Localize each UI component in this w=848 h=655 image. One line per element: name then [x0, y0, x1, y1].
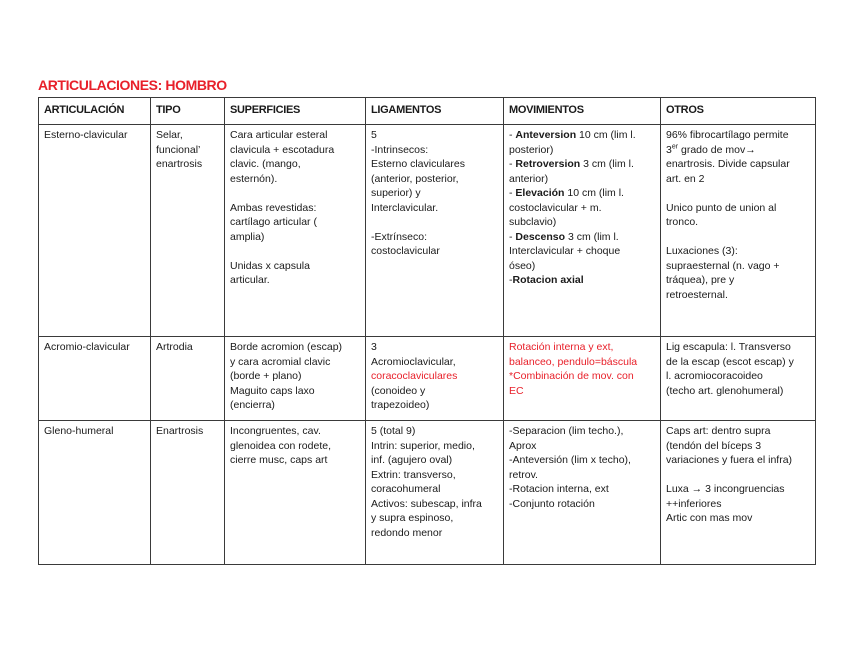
- cell-text: -Anteversión (lim x techo),: [509, 454, 631, 466]
- cell-text: enartrosis. Divide capsular: [666, 158, 790, 170]
- cell-text: cierre musc, caps art: [230, 454, 328, 466]
- cell-text: supraesternal (n. vago +: [666, 259, 780, 272]
- cell-tipo: [151, 337, 225, 421]
- cell-text: Caps art: dentro supra: [666, 425, 771, 437]
- cell-articulacion: [39, 421, 151, 565]
- movement-line: costoclavicular + m.: [509, 201, 602, 214]
- cell-text: -Extrínseco:: [371, 230, 428, 243]
- movement-line: -Rotacion axial: [509, 274, 584, 286]
- cell-text: Ambas revestidas:: [230, 201, 317, 214]
- cell-text: y supra espinoso,: [371, 512, 454, 524]
- cell-text: cartílago articular (: [230, 216, 317, 228]
- cell-text-highlight: Rotación interna y ext,: [509, 341, 614, 353]
- header-articulacion: ARTICULACIÓN: [39, 98, 151, 125]
- cell-text: art. en 2: [666, 172, 705, 185]
- cell-text: inf. (agujero oval): [371, 454, 453, 466]
- cell-text: Artrodia: [156, 341, 193, 353]
- cell-text: enartrosis: [156, 158, 203, 170]
- cell-text: Extrin: transverso,: [371, 468, 456, 481]
- cell-text: (anterior, posterior,: [371, 172, 459, 185]
- cell-text: retroesternal.: [666, 288, 728, 301]
- movement-line: subclavio): [509, 216, 557, 228]
- cell-text: amplia): [230, 230, 265, 243]
- table-row: [39, 337, 816, 421]
- cell-articulacion: [39, 125, 151, 337]
- cell-text: (encierra): [230, 399, 275, 411]
- cell-text: superior) y: [371, 187, 421, 199]
- cell-ligamentos: [366, 125, 504, 337]
- cell-text: Artic con mas mov: [666, 512, 753, 524]
- cell-tipo: [151, 421, 225, 565]
- cell-superficies: [225, 125, 366, 337]
- cell-text: Acromioclavicular,: [371, 355, 456, 368]
- cell-text: Maguito caps laxo: [230, 384, 315, 397]
- cell-text: glenoidea con rodete,: [230, 439, 331, 452]
- cell-text: Esterno-clavicular: [44, 129, 128, 141]
- cell-text: retrov.: [509, 468, 538, 481]
- cell-otros: [661, 421, 816, 565]
- cell-text: de la escap (escot escap) y: [666, 355, 794, 368]
- movement-line: - Elevación 10 cm (lim l.: [509, 187, 624, 199]
- cell-text: Activos: subescap, infra: [371, 497, 482, 510]
- cell-text: tronco.: [666, 216, 699, 228]
- cell-text: variaciones y fuera el infra): [666, 454, 793, 466]
- cell-text: Lig escapula: l. Transverso: [666, 341, 791, 353]
- cell-text: -Rotacion interna, ext: [509, 483, 609, 495]
- cell-text: Unico punto de union al: [666, 201, 777, 214]
- cell-text: (conoideo y: [371, 384, 426, 397]
- header-movimientos: MOVIMIENTOS: [504, 98, 661, 125]
- cell-text: Unidas x capsula: [230, 259, 310, 272]
- cell-text: Luxaciones (3):: [666, 245, 738, 257]
- movement-line: posterior): [509, 143, 554, 156]
- cell-text: Luxa → 3 incongruencias: [666, 483, 785, 495]
- cell-text: -Intrinsecos:: [371, 143, 429, 156]
- movement-line: anterior): [509, 172, 549, 185]
- cell-text: articular.: [230, 274, 270, 286]
- cell-text-highlight: EC: [509, 384, 524, 397]
- cell-text: Gleno-humeral: [44, 425, 114, 437]
- cell-text: trapezoideo): [371, 399, 430, 411]
- cell-text: coracohumeral: [371, 483, 441, 495]
- cell-text: Borde acromion (escap): [230, 341, 343, 353]
- cell-text: 3er grado de mov→: [666, 143, 756, 156]
- header-tipo: TIPO: [151, 98, 225, 125]
- movement-line: - Anteversion 10 cm (lim l.: [509, 129, 636, 141]
- movement-line: Interclavicular + choque: [509, 245, 621, 257]
- cell-text: Enartrosis: [156, 425, 204, 437]
- table-row: [39, 421, 816, 565]
- cell-text: 5 (total 9): [371, 425, 416, 437]
- cell-text: (borde + plano): [230, 370, 302, 382]
- cell-text-highlight: coracoclaviculares: [371, 370, 458, 382]
- movement-line: - Retroversion 3 cm (lim l.: [509, 158, 634, 170]
- cell-text: tráquea), pre y: [666, 274, 735, 286]
- cell-text: ++inferiores: [666, 497, 722, 510]
- table-row: [39, 125, 816, 337]
- cell-text: -Separacion (lim techo.),: [509, 425, 624, 437]
- cell-text: y cara acromial clavic: [230, 355, 331, 368]
- cell-movimientos: [504, 125, 661, 337]
- cell-text: Selar,: [156, 129, 183, 141]
- cell-text: 3: [371, 341, 377, 353]
- articulations-table: [38, 97, 816, 565]
- cell-text: Aprox: [509, 439, 537, 452]
- header-ligamentos: LIGAMENTOS: [366, 98, 504, 125]
- cell-text: funcional’: [156, 143, 201, 156]
- cell-text-highlight: *Combinación de mov. con: [509, 370, 634, 382]
- cell-movimientos: [504, 421, 661, 565]
- cell-superficies: [225, 337, 366, 421]
- page-title: ARTICULACIONES: HOMBRO: [38, 77, 227, 93]
- cell-tipo: [151, 125, 225, 337]
- cell-text: Intrin: superior, medio,: [371, 439, 475, 452]
- cell-text: -Conjunto rotación: [509, 497, 595, 510]
- cell-ligamentos: [366, 421, 504, 565]
- cell-text: Incongruentes, cav.: [230, 425, 321, 437]
- cell-text: Interclavicular.: [371, 201, 439, 214]
- cell-text: (tendón del bíceps 3: [666, 439, 762, 452]
- header-otros: OTROS: [661, 98, 816, 125]
- cell-text: (techo art. glenohumeral): [666, 384, 784, 397]
- cell-superficies: [225, 421, 366, 565]
- movement-line: óseo): [509, 259, 536, 272]
- cell-text: esternón).: [230, 172, 278, 185]
- cell-text: Cara articular esteral: [230, 129, 328, 141]
- cell-text: clavicula + escotadura: [230, 143, 335, 156]
- cell-otros: [661, 125, 816, 337]
- cell-text: Esterno claviculares: [371, 158, 465, 170]
- cell-text: 96% fibrocartílago permite: [666, 129, 789, 141]
- header-superficies: SUPERFICIES: [225, 98, 366, 125]
- cell-otros: [661, 337, 816, 421]
- cell-text-highlight: balanceo, pendulo=báscula: [509, 355, 638, 368]
- cell-text: clavic. (mango,: [230, 158, 301, 170]
- cell-text: l. acromiocoracoideo: [666, 370, 763, 382]
- movement-line: - Descenso 3 cm (lim l.: [509, 230, 619, 243]
- cell-text: costoclavicular: [371, 245, 440, 257]
- cell-text: Acromio-clavicular: [44, 341, 130, 353]
- cell-ligamentos: [366, 337, 504, 421]
- cell-movimientos: [504, 337, 661, 421]
- cell-text: redondo menor: [371, 526, 443, 539]
- cell-text: 5: [371, 129, 377, 141]
- table-header-row: [39, 98, 816, 125]
- cell-articulacion: [39, 337, 151, 421]
